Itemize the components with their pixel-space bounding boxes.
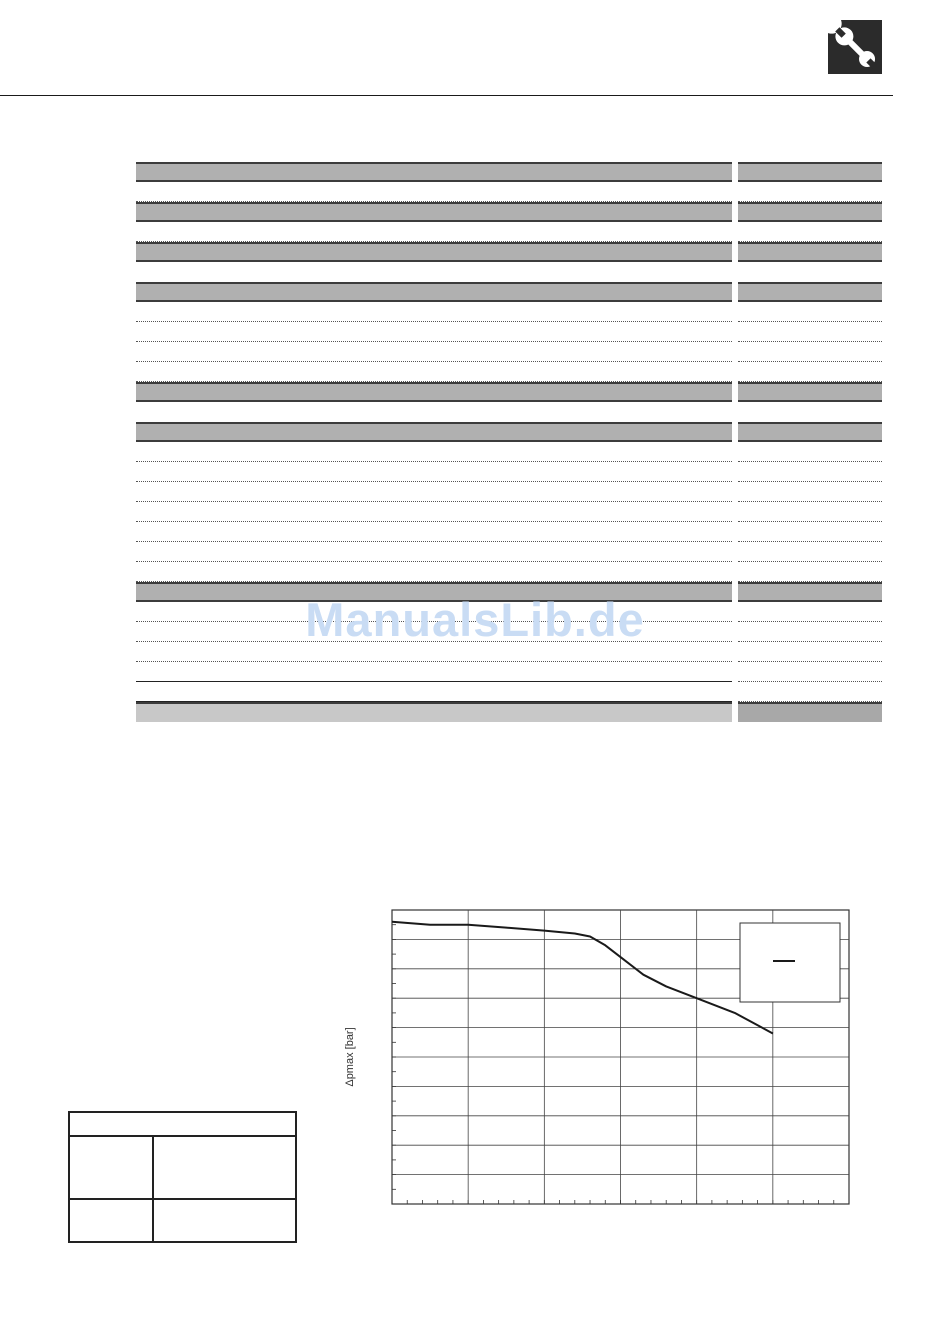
spec-row-header bbox=[136, 242, 884, 262]
spec-row-header bbox=[136, 422, 884, 442]
spec-cell-label bbox=[136, 242, 732, 262]
spec-cell-value bbox=[738, 322, 882, 342]
spec-cell-value bbox=[738, 382, 882, 402]
spec-row-gap bbox=[136, 262, 884, 282]
spec-cell-value bbox=[738, 442, 882, 462]
spec-cell-value bbox=[738, 422, 882, 442]
spec-row-item bbox=[136, 562, 884, 582]
spec-cell-label bbox=[136, 382, 732, 402]
spec-cell-value bbox=[738, 362, 882, 382]
spec-row-item bbox=[136, 302, 884, 322]
series-line bbox=[392, 922, 773, 1034]
spec-cell-label bbox=[136, 422, 732, 442]
wrench-badge bbox=[828, 20, 882, 74]
spec-row-item bbox=[136, 182, 884, 202]
spec-cell-label bbox=[136, 342, 732, 362]
spec-cell-value bbox=[738, 662, 882, 682]
y-axis-label: Δpmax [bar] bbox=[344, 1027, 356, 1087]
small-table-row-rule bbox=[70, 1198, 295, 1200]
spec-cell-value bbox=[738, 182, 882, 202]
spec-cell-label bbox=[136, 442, 732, 462]
spec-row-item bbox=[136, 362, 884, 382]
spec-row-item bbox=[136, 602, 884, 622]
spec-row-item bbox=[136, 622, 884, 642]
spec-cell-value bbox=[738, 282, 882, 302]
spec-cell-value bbox=[738, 682, 882, 702]
spec-row-footer bbox=[136, 702, 884, 722]
spec-cell-value bbox=[738, 222, 882, 242]
small-table bbox=[68, 1111, 297, 1243]
spec-row-item bbox=[136, 482, 884, 502]
spec-cell-value bbox=[738, 602, 882, 622]
spec-cell-value bbox=[738, 702, 882, 722]
spec-cell-label bbox=[136, 302, 732, 322]
spec-row-item bbox=[136, 342, 884, 362]
spec-row-header bbox=[136, 282, 884, 302]
spec-cell-label bbox=[136, 522, 732, 542]
spec-row-header bbox=[136, 162, 884, 182]
spec-cell-value bbox=[738, 202, 882, 222]
spec-row-item bbox=[136, 322, 884, 342]
spec-cell-value bbox=[738, 582, 882, 602]
spec-cell-value bbox=[738, 462, 882, 482]
spec-cell-value bbox=[738, 542, 882, 562]
spec-cell-value bbox=[738, 242, 882, 262]
spec-cell-label bbox=[136, 682, 732, 702]
watermark: ManualsLib.de bbox=[305, 593, 645, 646]
spec-cell-label bbox=[136, 642, 732, 662]
spec-cell-value bbox=[738, 562, 882, 582]
spec-row-solid bbox=[136, 662, 884, 682]
spec-cell-value bbox=[738, 622, 882, 642]
spec-row-item bbox=[136, 642, 884, 662]
spec-cell-label bbox=[136, 362, 732, 382]
spec-row-item bbox=[136, 442, 884, 462]
spec-cell-value bbox=[738, 302, 882, 322]
spec-cell-label bbox=[136, 202, 732, 222]
small-table-column-rule bbox=[152, 1137, 154, 1241]
spec-cell-label bbox=[136, 182, 732, 202]
spec-row-item bbox=[136, 222, 884, 242]
spec-cell-label bbox=[136, 482, 732, 502]
spec-row-header bbox=[136, 202, 884, 222]
spec-cell-value bbox=[738, 482, 882, 502]
spec-cell-label bbox=[136, 502, 732, 522]
spec-row-item bbox=[136, 502, 884, 522]
spec-cell-label bbox=[136, 222, 732, 242]
spec-cell-label bbox=[136, 662, 732, 682]
spec-cell-value bbox=[738, 642, 882, 662]
spec-cell-label bbox=[136, 562, 732, 582]
spec-row-solid bbox=[136, 682, 884, 702]
spec-row-header bbox=[136, 582, 884, 602]
spec-cell-label bbox=[136, 282, 732, 302]
wrench-icon bbox=[828, 20, 882, 74]
spec-cell-value bbox=[738, 502, 882, 522]
spec-row-gap bbox=[136, 402, 884, 422]
spec-cell-label bbox=[136, 702, 732, 722]
spec-cell-value bbox=[738, 162, 882, 182]
spec-cell-label bbox=[136, 322, 732, 342]
spec-row-item bbox=[136, 522, 884, 542]
small-table-header-rule bbox=[70, 1135, 295, 1137]
spec-row-item bbox=[136, 542, 884, 562]
spec-cell-label bbox=[136, 602, 732, 622]
spec-cell-label bbox=[136, 462, 732, 482]
spec-cell-value bbox=[738, 342, 882, 362]
pressure-chart bbox=[330, 900, 870, 1220]
spec-cell-label bbox=[136, 582, 732, 602]
spec-cell-label bbox=[136, 162, 732, 182]
spec-cell-value bbox=[738, 522, 882, 542]
spec-cell-label bbox=[136, 622, 732, 642]
spec-table bbox=[136, 162, 884, 722]
spec-cell-label bbox=[136, 542, 732, 562]
spec-row-item bbox=[136, 462, 884, 482]
legend-box bbox=[740, 923, 840, 1002]
header-rule bbox=[0, 95, 893, 96]
spec-row-header bbox=[136, 382, 884, 402]
